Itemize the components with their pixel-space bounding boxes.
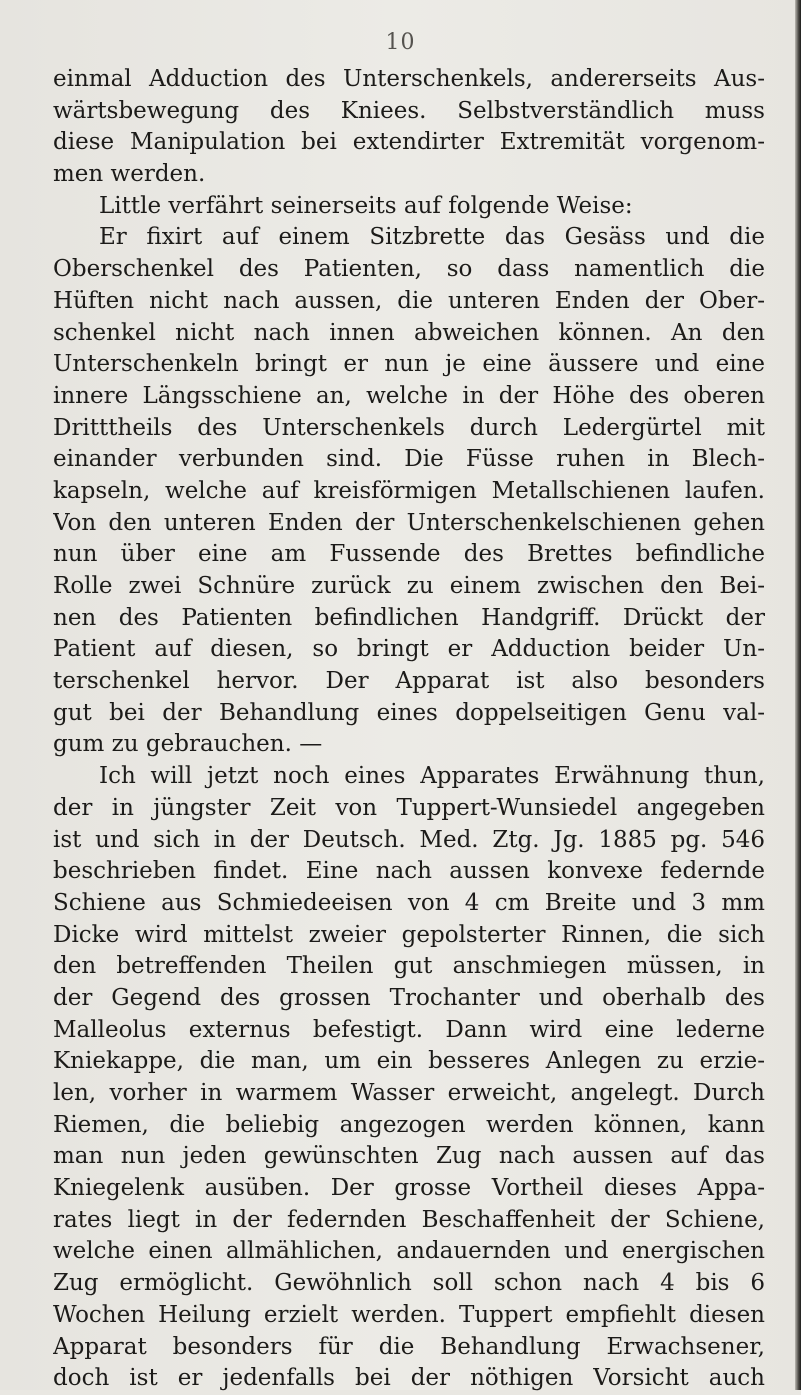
text-line: man nun jeden gewünschten Zug nach aussen auf das bbox=[53, 1143, 765, 1170]
text-line: Dicke wird mittelst zweier gepolsterter Rinnen, die sich bbox=[53, 921, 765, 948]
text-line: ist und sich in der Deutsch. Med. Ztg. Jg. 1885 pg. 546 bbox=[53, 826, 765, 853]
text-line: Kniekappe, die man, um ein besseres Anlegen zu erzie- bbox=[53, 1048, 765, 1075]
text-line: Wochen Heilung erzielt werden. Tuppert empfiehlt diesen bbox=[53, 1301, 765, 1328]
text-line: Riemen, die beliebig angezogen werden können, kann bbox=[53, 1111, 765, 1138]
body-text bbox=[53, 64, 765, 1395]
text-line: rates liegt in der federnden Beschaffenheit der Schiene, bbox=[53, 1206, 765, 1233]
text-line: innere Längsschiene an, welche in der Höhe des oberen bbox=[53, 382, 765, 409]
text-line: gum zu gebrauchen. — bbox=[53, 731, 323, 758]
text-line: Hüften nicht nach aussen, die unteren Enden der Ober- bbox=[53, 287, 765, 314]
text-line: Apparat besonders für die Behandlung Erwachsener, bbox=[53, 1333, 765, 1360]
text-line: kapseln, welche auf kreisförmigen Metallschienen laufen. bbox=[53, 477, 765, 504]
page-number: 10 bbox=[385, 30, 416, 55]
text-line: Ich will jetzt noch eines Apparates Erwähnung thun, bbox=[99, 763, 765, 790]
text-line: einander verbunden sind. Die Füsse ruhen in Blech- bbox=[53, 446, 765, 473]
text-line: der Gegend des grossen Trochanter und oberhalb des bbox=[53, 984, 765, 1011]
text-line: Patient auf diesen, so bringt er Adduction beider Un- bbox=[53, 636, 765, 663]
text-line: men werden. bbox=[53, 161, 206, 188]
text-line: diese Manipulation bei extendirter Extremität vorgenom- bbox=[53, 129, 765, 156]
text-line: Malleolus externus befestigt. Dann wird eine lederne bbox=[53, 1016, 765, 1043]
text-line: den betreffenden Theilen gut anschmiegen müssen, in bbox=[53, 953, 765, 980]
text-line: Rolle zwei Schnüre zurück zu einem zwischen den Bei- bbox=[53, 573, 765, 599]
text-line: Oberschenkel des Patienten, so dass namentlich die bbox=[53, 256, 765, 283]
text-line: wärtsbewegung des Kniees. Selbstverständlich muss bbox=[53, 97, 765, 124]
text-line: der in jüngster Zeit von Tuppert-Wunsiedel angegeben bbox=[53, 794, 765, 821]
text-line: Kniegelenk ausüben. Der grosse Vortheil dieses Appa- bbox=[53, 1175, 765, 1202]
text-line: Little verfährt seinerseits auf folgende Weise: bbox=[99, 192, 633, 219]
text-line: Er fixirt auf einem Sitzbrette das Gesäss und die bbox=[99, 224, 765, 251]
text-line: beschrieben findet. Eine nach aussen konvexe federnde bbox=[53, 858, 765, 885]
text-line: gut bei der Behandlung eines doppelseitigen Genu val- bbox=[53, 699, 765, 726]
text-line: Schiene aus Schmiedeeisen von 4 cm Breite und 3 mm bbox=[53, 889, 765, 916]
text-line: schenkel nicht nach innen abweichen können. An den bbox=[53, 319, 765, 346]
text-line: Dritttheils des Unterschenkels durch Ledergürtel mit bbox=[53, 414, 765, 441]
text-line: Von den unteren Enden der Unterschenkelschienen gehen bbox=[53, 509, 765, 536]
text-line: nen des Patienten befindlichen Handgriff. Drückt der bbox=[53, 604, 765, 631]
text-line: len, vorher in warmem Wasser erweicht, angelegt. Durch bbox=[53, 1080, 765, 1106]
text-line: einmal Adduction des Unterschenkels, andererseits Aus- bbox=[53, 66, 765, 92]
text-line: doch ist er jedenfalls bei der nöthigen Vorsicht auch bbox=[53, 1365, 765, 1392]
text-line: welche einen allmählichen, andauernden und energischen bbox=[53, 1238, 765, 1265]
text-line: nun über eine am Fussende des Brettes befindliche bbox=[53, 541, 765, 568]
page-edge-shadow bbox=[795, 0, 801, 1390]
text-line: Zug ermöglicht. Gewöhnlich soll schon nach 4 bis 6 bbox=[53, 1270, 765, 1297]
text-line: Unterschenkeln bringt er nun je eine äussere und eine bbox=[53, 351, 765, 378]
text-line: terschenkel hervor. Der Apparat ist also besonders bbox=[53, 668, 765, 695]
